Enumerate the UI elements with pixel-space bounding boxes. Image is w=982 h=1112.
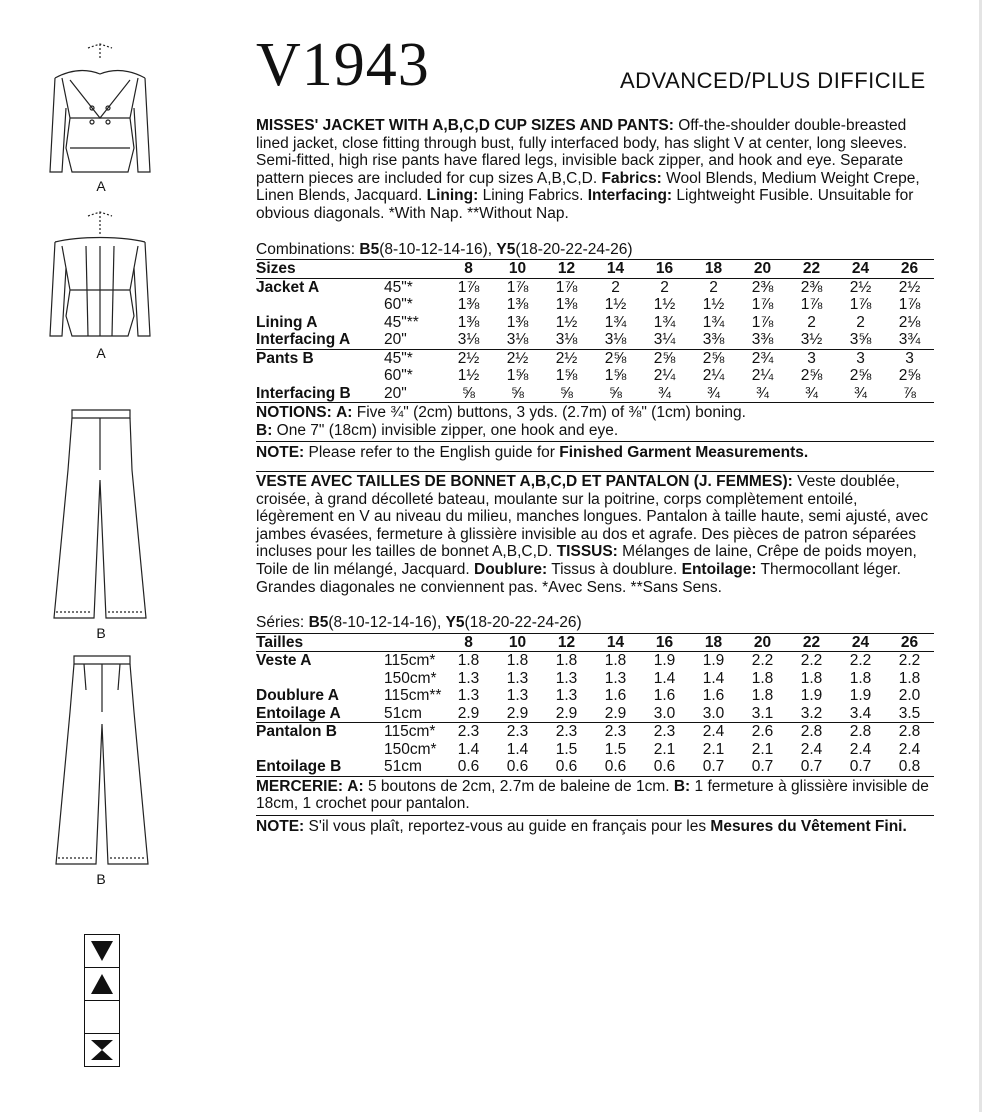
yardage-cell: 3⅜: [702, 331, 725, 349]
yardage-cell: ¾: [805, 384, 818, 402]
yardage-cell: 1¾: [702, 313, 725, 331]
combo-y5-sizes: (18-20-22-24-26): [515, 240, 633, 258]
notions-b-text: One 7" (18cm) invisible zipper, one hook and eye.: [272, 421, 619, 439]
size-header: 22: [802, 260, 821, 278]
yardage-cell: 1.8: [751, 687, 774, 705]
size-header: 16: [655, 633, 674, 651]
entoilage-label: Entoilage:: [681, 560, 757, 578]
doublure-label: Doublure:: [474, 560, 548, 578]
yardage-cell: 2⅝: [604, 349, 627, 367]
combo-y5-sizes: (18-20-22-24-26): [464, 614, 582, 632]
fabric-width: 20": [384, 331, 407, 349]
yardage-cell: 3⅛: [457, 331, 480, 349]
tailles-header: Tailles: [256, 633, 304, 651]
yardage-cell: 3¾: [898, 331, 921, 349]
french-intro: Veste doublée, croisée, à grand décolleté bateau, moulante sur la poitrine, corps complètement entoilé, légèrement en V au niveau du milieu, manches longues. Pantalon à taille haute, semi ajusté, avec jambes évasées, fermeture à glissière invisible au dos et agrafe. Des pièces de patron séparées incluses pour les tailles de bonnet A,B,C,D.: [256, 472, 929, 561]
combo-b5-sizes: (8-10-12-14-16),: [328, 614, 446, 632]
yardage-cell: 1⅜: [555, 296, 578, 314]
combo-b5-sizes: (8-10-12-14-16),: [379, 240, 497, 258]
sizes-header: Sizes: [256, 260, 296, 278]
table-row: [256, 741, 934, 759]
yardage-cell: 1½: [653, 296, 676, 314]
row-label: [256, 741, 384, 759]
table-row: [256, 349, 934, 367]
yardage-cell: 2⅝: [702, 349, 725, 367]
yardage-cell: 1⅞: [898, 296, 921, 314]
french-note: [256, 816, 934, 836]
yardage-cell: 2.9: [457, 704, 480, 722]
size-header: 8: [464, 633, 473, 651]
yardage-cell: 2.4: [702, 723, 725, 741]
notions-a-label: A:: [336, 404, 353, 422]
yardage-cell: 1.8: [751, 669, 774, 687]
yardage-cell: 2½: [506, 349, 529, 367]
table-row: [256, 296, 934, 314]
yardage-cell: 1.3: [555, 687, 578, 705]
marker-boxes: [84, 934, 120, 1067]
yardage-cell: 3⅛: [555, 331, 578, 349]
yardage-cell: 3: [807, 349, 816, 367]
note-bold-end: Mesures du Vêtement Fini.: [710, 817, 907, 835]
row-label: Entoilage B: [256, 758, 342, 776]
yardage-cell: 3⅜: [751, 331, 774, 349]
table-row: [256, 758, 934, 776]
table-row: [256, 278, 934, 296]
sketch-label-view: A: [96, 178, 106, 194]
yardage-cell: 2.1: [702, 740, 725, 758]
yardage-cell: 1.8: [800, 669, 823, 687]
yardage-cell: 1.6: [604, 687, 627, 705]
size-header: 26: [900, 633, 919, 651]
yardage-cell: 2¾: [751, 349, 774, 367]
yardage-cell: 2.3: [457, 723, 480, 741]
french-title: VESTE AVEC TAILLES DE BONNET A,B,C,D ET PANTALON (J. FEMMES):: [256, 472, 793, 490]
table-row: [256, 331, 934, 349]
note-text: Please refer to the English guide for: [304, 444, 560, 462]
lining-text: Lining Fabrics.: [478, 187, 588, 205]
yardage-cell: 1½: [604, 296, 627, 314]
notions-a-text: Five ¾" (2cm) buttons, 3 yds. (2.7m) of ⅜" (1cm) boning.: [352, 404, 746, 422]
yardage-cell: 2: [807, 313, 816, 331]
yardage-cell: 3⅝: [849, 331, 872, 349]
yardage-cell: 1⅞: [555, 278, 578, 296]
yardage-cell: 1⅞: [506, 278, 529, 296]
fabric-width: 115cm*: [384, 723, 436, 741]
fabric-width: 51cm: [384, 704, 422, 722]
fabric-width: 150cm*: [384, 669, 437, 687]
table-row: [256, 670, 934, 688]
english-yardage-table: [256, 259, 934, 402]
series-label: Séries:: [256, 614, 309, 632]
yardage-cell: 1⅝: [506, 367, 529, 385]
french-yardage-table: [256, 633, 934, 776]
fabric-width: 51cm: [384, 758, 422, 776]
yardage-cell: 1.3: [506, 669, 529, 687]
row-label: Doublure A: [256, 687, 339, 705]
note-label: NOTE:: [256, 444, 305, 462]
fabric-width: 45"*: [384, 278, 413, 296]
fabric-width: 45"**: [384, 313, 419, 331]
yardage-cell: ⅝: [609, 384, 622, 402]
yardage-cell: 2.8: [898, 723, 921, 741]
yardage-cell: 2.1: [653, 740, 676, 758]
yardage-cell: 3.5: [898, 704, 921, 722]
yardage-cell: 0.6: [604, 758, 627, 776]
notions-b-label: B:: [256, 421, 273, 439]
yardage-cell: 2.9: [604, 704, 627, 722]
yardage-cell: 2.2: [751, 652, 774, 670]
yardage-cell: 1⅜: [457, 313, 480, 331]
yardage-cell: 2½: [849, 278, 872, 296]
size-header: 18: [704, 260, 723, 278]
yardage-cell: 1.3: [604, 669, 627, 687]
row-label: Interfacing B: [256, 384, 351, 402]
fabric-width: 60"*: [384, 367, 413, 385]
yardage-cell: 2⅜: [751, 278, 774, 296]
yardage-cell: 3¼: [653, 331, 676, 349]
notions-b-text: 1 fermeture à glissière invisible de 18cm, 1 crochet pour pantalon.: [256, 777, 929, 813]
fabric-width: 20": [384, 384, 407, 402]
difficulty-label: ADVANCED/PLUS DIFFICILE: [620, 68, 926, 93]
table-header-row: [256, 260, 934, 279]
yardage-cell: 1.9: [849, 687, 872, 705]
yardage-cell: 2⅜: [800, 278, 823, 296]
row-label: [256, 367, 384, 385]
yardage-cell: ⅝: [462, 384, 475, 402]
sketch-label-view: B: [96, 625, 106, 641]
yardage-cell: 0.6: [555, 758, 578, 776]
english-combinations: [256, 241, 934, 259]
yardage-cell: 0.7: [849, 758, 872, 776]
row-label: [256, 670, 384, 688]
yardage-cell: 0.7: [751, 758, 774, 776]
yardage-cell: 2.1: [751, 740, 774, 758]
yardage-cell: 1.5: [604, 740, 627, 758]
yardage-cell: 2.3: [653, 723, 676, 741]
row-label: [256, 296, 384, 314]
yardage-cell: 1⅞: [849, 296, 872, 314]
yardage-cell: 1¾: [604, 313, 627, 331]
yardage-cell: 1⅞: [457, 278, 480, 296]
size-header: 16: [655, 260, 674, 278]
yardage-cell: 2⅝: [800, 367, 823, 385]
yardage-cell: 1⅞: [800, 296, 823, 314]
yardage-cell: 1⅝: [555, 367, 578, 385]
bowtie-icon: [85, 1034, 119, 1066]
yardage-cell: 2½: [555, 349, 578, 367]
yardage-cell: 1.8: [506, 652, 529, 670]
yardage-cell: 1.8: [898, 669, 921, 687]
yardage-cell: 1⅝: [604, 367, 627, 385]
yardage-cell: 2¼: [653, 367, 676, 385]
size-header: 10: [508, 633, 527, 651]
pants-back-sketch: [56, 656, 148, 864]
fabric-width: 150cm*: [384, 740, 437, 758]
yardage-cell: 3.0: [702, 704, 725, 722]
fabric-width: 115cm**: [384, 687, 442, 705]
row-label: Veste A: [256, 652, 312, 670]
table-header-row: [256, 633, 934, 652]
yardage-cell: 3.0: [653, 704, 676, 722]
row-label: Entoilage A: [256, 704, 341, 722]
size-header: 10: [508, 260, 527, 278]
size-header: 18: [704, 633, 723, 651]
combo-y5: Y5: [496, 240, 516, 258]
row-label: Pantalon B: [256, 723, 337, 741]
yardage-cell: 2.8: [849, 723, 872, 741]
interfacing-label: Interfacing:: [587, 187, 673, 205]
yardage-cell: 1⅞: [751, 313, 774, 331]
table-row: [256, 367, 934, 385]
entoilage-text: Thermocollant léger. Grandes diagonales ne conviennent pas. *Avec Sens. **Sans Sens.: [256, 560, 901, 596]
yardage-cell: 1.4: [653, 669, 676, 687]
yardage-cell: 2: [660, 278, 669, 296]
yardage-cell: 2: [856, 313, 865, 331]
yardage-cell: 0.7: [800, 758, 823, 776]
combo-b5: B5: [308, 614, 329, 632]
size-header: 22: [802, 633, 821, 651]
yardage-cell: 1.9: [653, 652, 676, 670]
yardage-cell: 1⅜: [506, 313, 529, 331]
yardage-cell: 3⅛: [604, 331, 627, 349]
yardage-cell: 1½: [702, 296, 725, 314]
yardage-cell: ¾: [854, 384, 867, 402]
combo-b5: B5: [359, 240, 380, 258]
yardage-cell: 1.6: [702, 687, 725, 705]
yardage-cell: 2.9: [555, 704, 578, 722]
yardage-cell: 2½: [898, 278, 921, 296]
table-row: [256, 314, 934, 332]
yardage-cell: 3: [856, 349, 865, 367]
yardage-cell: 1¾: [653, 313, 676, 331]
size-header: 14: [606, 633, 625, 651]
size-header: 14: [606, 260, 625, 278]
note-label: NOTE:: [256, 817, 305, 835]
fabrics-label: Fabrics:: [601, 169, 662, 187]
yardage-cell: 3.2: [800, 704, 823, 722]
yardage-cell: 2.2: [898, 652, 921, 670]
yardage-cell: 2.2: [800, 652, 823, 670]
yardage-cell: 1.5: [555, 740, 578, 758]
yardage-cell: 1.8: [555, 652, 578, 670]
pattern-number: V1943: [256, 31, 430, 99]
yardage-cell: 1.3: [555, 669, 578, 687]
yardage-cell: 3⅛: [506, 331, 529, 349]
size-header: 8: [464, 260, 473, 278]
blank-marker-icon: [85, 1001, 119, 1034]
table-row: [256, 652, 934, 670]
jacket-back-sketch: [50, 212, 150, 336]
yardage-cell: 2.9: [506, 704, 529, 722]
french-description: [256, 473, 934, 596]
doublure-text: Tissus à doublure.: [547, 560, 682, 578]
french-notions: [256, 776, 934, 816]
yardage-cell: 2¼: [751, 367, 774, 385]
mercerie-label: MERCERIE:: [256, 777, 343, 795]
notions-a-text: 5 boutons de 2cm, 2.7m de baleine de 1cm.: [363, 777, 674, 795]
yardage-cell: 2: [611, 278, 620, 296]
yardage-cell: 1.3: [457, 669, 480, 687]
yardage-cell: 0.8: [898, 758, 921, 776]
size-header: 20: [753, 633, 772, 651]
yardage-cell: 2.4: [800, 740, 823, 758]
yardage-cell: 2.2: [849, 652, 872, 670]
yardage-cell: 3½: [800, 331, 823, 349]
size-header: 12: [557, 260, 576, 278]
notions-a-label: A:: [347, 777, 364, 795]
yardage-cell: 0.6: [457, 758, 480, 776]
english-description: [256, 117, 934, 223]
notions-b-label: B:: [673, 777, 691, 795]
yardage-cell: 1⅞: [751, 296, 774, 314]
yardage-cell: 2⅝: [653, 349, 676, 367]
sketch-label-view: B: [96, 871, 106, 887]
english-title: MISSES' JACKET WITH A,B,C,D CUP SIZES AND PANTS:: [256, 117, 674, 134]
yardage-cell: ¾: [658, 384, 671, 402]
yardage-cell: ⅞: [903, 384, 916, 402]
yardage-cell: 1.3: [457, 687, 480, 705]
size-header: 20: [753, 260, 772, 278]
yardage-cell: 2.6: [751, 723, 774, 741]
note-text: S'il vous plaît, reportez-vous au guide en français pour les: [304, 817, 711, 835]
yardage-cell: 1.9: [800, 687, 823, 705]
yardage-cell: 1.8: [604, 652, 627, 670]
main-content: [256, 117, 934, 835]
yardage-cell: 2: [709, 278, 718, 296]
table-row: [256, 705, 934, 723]
yardage-cell: 1½: [555, 313, 578, 331]
interfacing-text: Lightweight Fusible. Unsuitable for obvious diagonals. *With Nap. **Without Nap.: [256, 187, 914, 222]
english-note: [256, 442, 934, 462]
english-intro: Off-the-shoulder double-breasted lined jacket, close fitting through bust, fully interfaced body, has slight V at center, long sleeves. Semi-fitted, high rise pants have flared legs, invisible back zipper, and hook and eye. Separate pattern pieces are included for cup sizes A,B,C,D.: [256, 117, 908, 187]
notions-label: NOTIONS:: [256, 404, 332, 422]
lining-label: Lining:: [426, 187, 479, 205]
fabric-width: 60"*: [384, 296, 413, 314]
tissus-text: Mélanges de laine, Crêpe de poids moyen, Toile de lin mélangé, Jacquard.: [256, 543, 917, 578]
table-row: [256, 723, 934, 741]
sketch-label-view: A: [96, 345, 106, 361]
yardage-cell: 2.3: [506, 723, 529, 741]
triangle-down-icon: [85, 935, 119, 968]
size-header: 24: [851, 633, 870, 651]
yardage-cell: ¾: [707, 384, 720, 402]
tissus-label: TISSUS:: [556, 543, 618, 561]
size-header: 26: [900, 260, 919, 278]
row-label: Pants B: [256, 349, 314, 367]
yardage-cell: 0.7: [702, 758, 725, 776]
yardage-cell: 1.3: [506, 687, 529, 705]
english-notions: [256, 402, 934, 442]
yardage-cell: 1.8: [849, 669, 872, 687]
combinations-label: Combinations:: [256, 240, 360, 258]
triangle-up-icon: [85, 968, 119, 1001]
yardage-cell: 1.8: [457, 652, 480, 670]
french-section: [256, 471, 934, 596]
yardage-cell: 2⅝: [849, 367, 872, 385]
yardage-cell: ⅝: [560, 384, 573, 402]
yardage-cell: 2⅛: [898, 313, 921, 331]
note-bold-end: Finished Garment Measurements.: [559, 444, 809, 462]
yardage-cell: 3: [905, 349, 914, 367]
fabrics-text: Wool Blends, Medium Weight Crepe, Linen Blends, Jacquard.: [256, 169, 920, 205]
yardage-cell: 2¼: [702, 367, 725, 385]
yardage-cell: 2.3: [555, 723, 578, 741]
yardage-cell: 1⅜: [457, 296, 480, 314]
yardage-cell: 0.6: [653, 758, 676, 776]
yardage-cell: 2.3: [604, 723, 627, 741]
yardage-cell: 1.6: [653, 687, 676, 705]
fabric-width: 115cm*: [384, 652, 436, 670]
yardage-cell: 1.4: [506, 740, 529, 758]
yardage-cell: ¾: [756, 384, 769, 402]
yardage-cell: 2.8: [800, 723, 823, 741]
table-row: [256, 385, 934, 403]
jacket-front-sketch: [50, 44, 150, 172]
combo-y5: Y5: [445, 614, 465, 632]
row-label: Interfacing A: [256, 331, 351, 349]
size-header: 12: [557, 633, 576, 651]
yardage-cell: 1⅜: [506, 296, 529, 314]
yardage-cell: ⅝: [511, 384, 524, 402]
pants-front-sketch: [54, 410, 146, 618]
yardage-cell: 2.4: [898, 740, 921, 758]
yardage-cell: 0.6: [506, 758, 529, 776]
yardage-cell: 1.4: [457, 740, 480, 758]
yardage-cell: 1.4: [702, 669, 725, 687]
yardage-cell: 1.9: [702, 652, 725, 670]
fabric-width: 45"*: [384, 349, 413, 367]
yardage-cell: 2.0: [898, 687, 921, 705]
size-header: 24: [851, 260, 870, 278]
yardage-cell: 3.1: [751, 704, 774, 722]
row-label: Lining A: [256, 313, 318, 331]
yardage-cell: 1½: [457, 367, 480, 385]
table-row: [256, 687, 934, 705]
yardage-cell: 2½: [457, 349, 480, 367]
french-combinations: [256, 614, 934, 632]
yardage-cell: 2⅝: [898, 367, 921, 385]
yardage-cell: 2.4: [849, 740, 872, 758]
yardage-cell: 3.4: [849, 704, 872, 722]
row-label: Jacket A: [256, 278, 320, 296]
